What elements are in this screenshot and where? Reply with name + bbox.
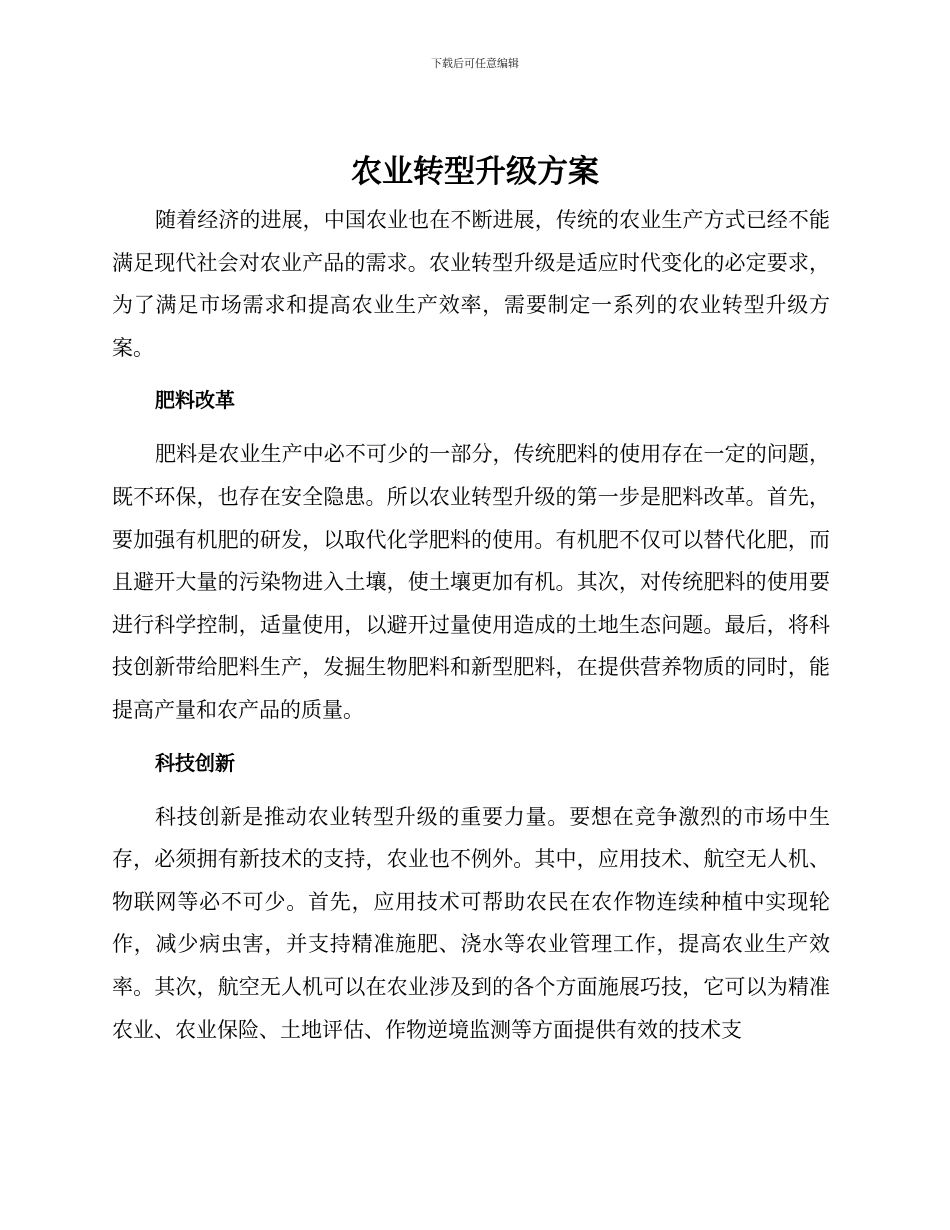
page-header-note: 下载后可任意编辑 bbox=[431, 57, 519, 70]
document-title: 农业转型升级方案 bbox=[351, 154, 599, 190]
intro-paragraph: 随着经济的进展，中国农业也在不断进展，传统的农业生产方式已经不能满足现代社会对农业产品的需求。农业转型升级是适应时代变化的必定要求，为了满足市场需求和提高农业生产效率，需要制定一系列的农业转型升级方案。 bbox=[112, 208, 830, 360]
document-body bbox=[112, 199, 830, 1051]
section-body-tech-innovation: 科技创新是推动农业转型升级的重要力量。要想在竞争激烈的市场中生存，必须拥有新技术的支持，农业也不例外。其中，应用技术、航空无人机、物联网等必不可少。首先，应用技术可帮助农民在农作物连续种植中实现轮作，减少病虫害，并支持精准施肥、浇水等农业管理工作，提高农业生产效率。其次，航空无人机可以在农业涉及到的各个方面施展巧技，它可以为精准农业、农业保险、土地评估、作物逆境监测等方面提供有效的技术支 bbox=[112, 804, 830, 1042]
section-heading-fertilizer-reform: 肥料改革 bbox=[155, 388, 235, 413]
section-body-fertilizer-reform: 肥料是农业生产中必不可少的一部分，传统肥料的使用存在一定的问题，既不环保，也存在安全隐患。所以农业转型升级的第一步是肥料改革。首先，要加强有机肥的研发，以取代化学肥料的使用。有机肥不仅可以替代化肥，而且避开大量的污染物进入土壤，使土壤更加有机。其次，对传统肥料的使用要进行科学控制，适量使用，以避开过量使用造成的土地生态问题。最后，将科技创新带给肥料生产，发掘生物肥料和新型肥料，在提供营养物质的同时，能提高产量和农产品的质量。 bbox=[112, 442, 830, 722]
section-heading-tech-innovation: 科技创新 bbox=[155, 750, 235, 775]
